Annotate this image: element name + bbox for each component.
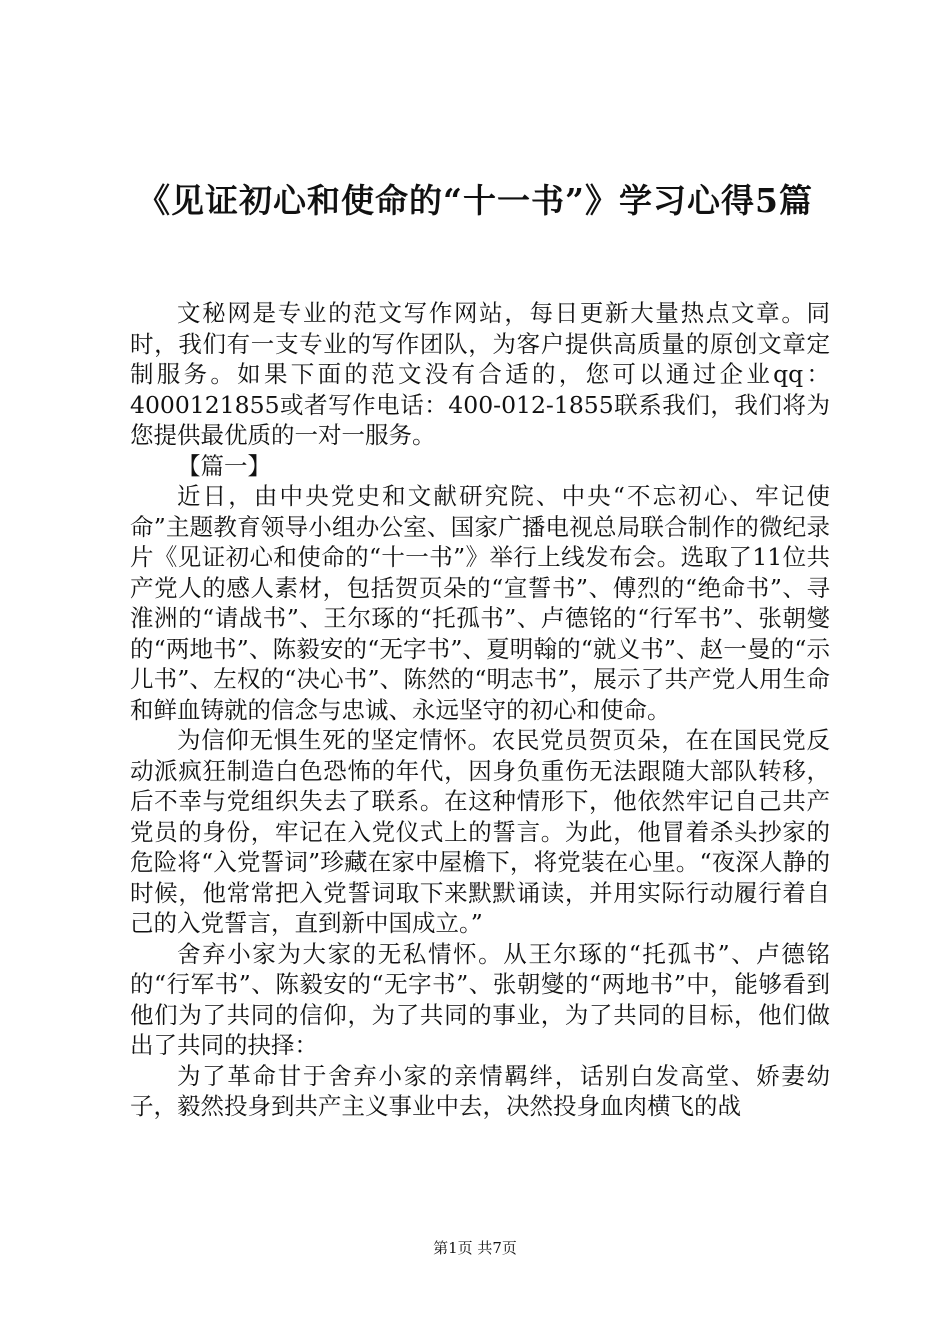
document-title: 《见证初心和使命的“十一书”》学习心得5篇 [137,181,813,220]
section-heading: 【篇一】 [177,451,271,480]
body-paragraph: 为了革命甘于舍弃小家的亲情羁绊，话别白发高堂、娇妻幼子，毅然投身到共产主义事业中去，决然投身血肉横飞的战 [130,1061,830,1120]
intro-paragraph: 文秘网是专业的范文写作网站，每日更新大量热点文章。同时，我们有一支专业的写作团队，为客户提供高质量的原创文章定制服务。如果下面的范文没有合适的，您可以通过企业qq：4000121855或者写作电话：400-012-1855联系我们，我们将为您提供最优质的一对一服务。 [130,299,830,449]
body-paragraph: 舍弃小家为大家的无私情怀。从王尔琢的“托孤书”、卢德铭的“行军书”、陈毅安的“无字书”、张朝燮的“两地书”中，能够看到他们为了共同的信仰，为了共同的事业，为了共同的目标，他们做出了共同的抉择： [130,939,830,1059]
document-body [130,298,830,1122]
body-paragraph: 为信仰无惧生死的坚定情怀。农民党员贺页朵，在在国民党反动派疯狂制造白色恐怖的年代，因身负重伤无法跟随大部队转移，后不幸与党组织失去了联系。在这种情形下，他依然牢记自己共产党员的身份，牢记在入党仪式上的誓言。为此，他冒着杀头抄家的危险将“入党誓词”珍藏在家中屋檐下，将党装在心里。“夜深人静的时候，他常常把入党誓词取下来默默诵读，并用实际行动履行着自己的入党誓言，直到新中国成立。” [130,726,830,937]
page-number-footer: 第1页 共7页 [433,1239,517,1257]
body-paragraph: 近日，由中央党史和文献研究院、中央“不忘初心、牢记使命”主题教育领导小组办公室、国家广播电视总局联合制作的微纪录片《见证初心和使命的“十一书”》举行上线发布会。选取了11位共产党人的感人素材，包括贺页朵的“宣誓书”、傅烈的“绝命书”、寻淮洲的“请战书”、王尔琢的“托孤书”、卢德铭的“行军书”、张朝燮的“两地书”、陈毅安的“无字书”、夏明翰的“就义书”、赵一曼的“示儿书”、左权的“决心书”、陈然的“明志书”，展示了共产党人用生命和鲜血铸就的信念与忠诚、永远坚守的初心和使命。 [130,482,830,724]
